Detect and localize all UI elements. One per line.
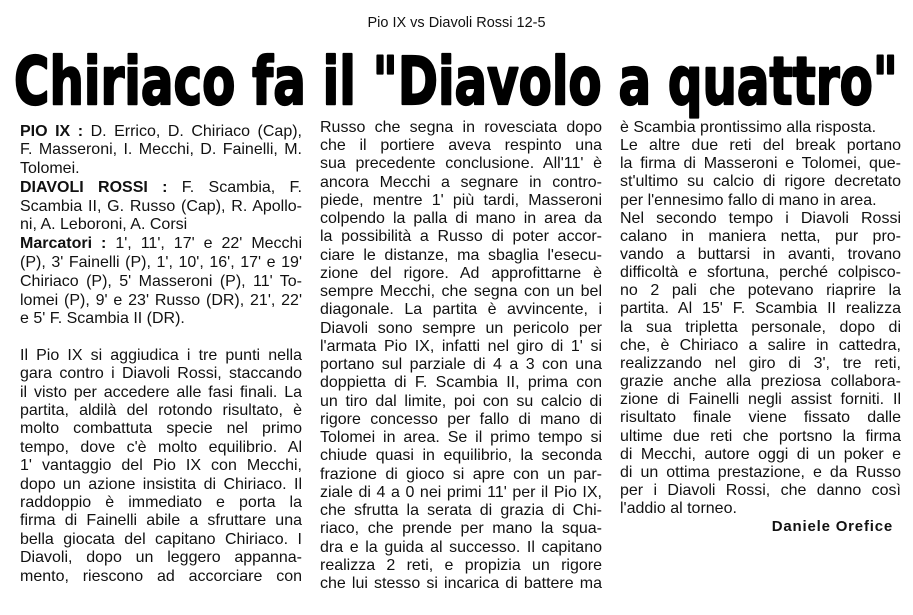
scorers-line: Chiriaco (P), 5' Masseroni (P), 11' To- [20, 272, 302, 290]
article-line: ancora Mecchi a segnare in contro- [320, 173, 602, 191]
byline: Daniele Orefice [771, 518, 893, 536]
scorers-line: (P), 3' Fainelli (P), 1', 10', 16', 17' e 19' [20, 254, 302, 272]
article-line: bella giocata del capitano Chiriaco. I [20, 530, 302, 548]
article-line: Nel secondo tempo i Diavoli Rossi [620, 209, 901, 227]
scorers-text: 1', 11', 17' e 22' Mecchi [115, 235, 303, 253]
article-line: no 2 pali che potevano riaprire la [620, 282, 901, 300]
article-line: zione di Fainelli negli assist forniti. Il [620, 391, 901, 409]
scorers-line: lomei (P), 9' e 23' Russo (DR), 21', 22' [20, 291, 302, 309]
article-line: la sua tripletta personale, dopo di [620, 318, 901, 336]
lineups-block [20, 123, 302, 330]
lineup-label-diavoli-rossi: DIAVOLI ROSSI : [20, 178, 168, 196]
scorers-line: e 5' F. Scambia II (DR). [20, 310, 185, 328]
article-line: l'armata Pio IX, infatti nel giro di 1' si [320, 337, 602, 355]
article-column-2 [320, 119, 602, 594]
article-line: chiude quasi in equilibrio, la seconda [320, 447, 602, 465]
article-line: zione del rigore. Ad approfittarne è [320, 264, 602, 282]
article-line: sempre Mecchi, che segna con un bel [320, 283, 602, 301]
scorers-label: Marcatori : [20, 235, 107, 253]
scorers-line [20, 235, 302, 254]
article-line: Il Pio IX si aggiudica i tre punti nella [20, 346, 302, 364]
article-line: per i Diavoli Rossi, che danno così [620, 482, 901, 500]
article-line: la firma di Masseroni e Tolomei, que- [620, 155, 901, 173]
article-line: molto combattuta specie nel primo [20, 420, 302, 438]
article-line: tempo, dove c'è molto equilibrio. Al [20, 438, 302, 456]
lineup-line [20, 179, 302, 198]
article-line: grazie anche alla preziosa collabora- [620, 373, 901, 391]
article-line: che lui stesso si incarica di battere ma [320, 575, 602, 593]
article-line: sua precedente conclusione. All'11' è [320, 155, 602, 173]
article-line: ultime due reti che portsno la firma [620, 427, 901, 445]
article-line: portano sul parziale di 4 a 3 con una [320, 356, 602, 374]
article-line: Diavoli sono sempre un pericolo per [320, 319, 602, 337]
lineup-text: F. Scambia, F. [181, 178, 302, 196]
article-line: vando a buttarsi in avanti, trovano [620, 245, 901, 263]
article-line: raddoppio è immediato e porta la [20, 494, 302, 512]
article-line: calano in maniera netta, pur pro- [620, 227, 901, 245]
article-line: frazione di gioco si apre con un par- [320, 465, 602, 483]
article-line: è Scambia prontissimo alla risposta. [620, 118, 877, 136]
article-line: che il portiere aveva respinto una [320, 137, 602, 155]
article-line: dra e la guida al successo. Il capitano [320, 538, 602, 556]
article-column-3 [620, 119, 901, 537]
article-line: gara contro i Diavoli Rossi, staccando [20, 365, 302, 383]
article-line: diagonale. La partita è avvincente, i [320, 301, 602, 319]
article-line: ciare le distanze, ma sbaglia l'esecu- [320, 246, 602, 264]
article-line: l'addio al torneo. [620, 500, 737, 518]
article-line: Tolomei in area. Se il primo tempo si [320, 429, 602, 447]
lineup-text: D. Errico, D. Chiriaco (Cap), [90, 122, 302, 140]
article-line: riaco, che prende per mano la squa- [320, 520, 602, 538]
article-line: piede, mentre 1' più tardi, Masseroni [320, 191, 602, 209]
lineup-line: Tolomei. [20, 160, 80, 178]
article-line: dopo un azione insistita di Chiriaco. Il [20, 475, 302, 493]
article-line: un tiro dal limite, poi con su calcio di [320, 392, 602, 410]
article-line: realizza 2 reti, e propizia un rigore [320, 556, 602, 574]
article-line: partita. Al 15' F. Scambia II realizza [620, 300, 901, 318]
article-line: difficoltà e sfortuna, perché colpisco- [620, 264, 901, 282]
article-line: Le altre due reti del break portano [620, 137, 901, 155]
article-line: il visto per accedere alle fasi finali. La [20, 383, 302, 401]
article-line: di Mecchi, autore oggi di un poker e [620, 445, 901, 463]
article-line: partita, aldilà del rotondo risultato, è [20, 402, 302, 420]
lineup-line [20, 123, 302, 142]
lineup-label-pio-ix: PIO IX : [20, 122, 84, 140]
article-line: colpendo la palla di mano in area da [320, 210, 602, 228]
article-line: risultato finale viene fissato dalle [620, 409, 901, 427]
lineup-line: Scambia II, G. Russo (Cap), R. Apollo- [20, 197, 302, 215]
lineup-line: ni, A. Leboroni, A. Corsi [20, 216, 188, 234]
article-line: ziale di 4 a 0 nei primi 11' per il Pio IX, [320, 483, 602, 501]
lineup-line: F. Masseroni, I. Mecchi, D. Fainelli, M. [20, 141, 302, 159]
article-line: Diavoli, dopo un leggero appanna- [20, 549, 302, 567]
article-line: di un ottima prestazione, e da Russo [620, 463, 901, 481]
article-line: 1' vantaggio del Pio IX con Mecchi, [20, 457, 302, 475]
article-line: che, è Chiriaco a salire in cattedra, [620, 336, 901, 354]
article-line: doppietta di F. Scambia II, prima con [320, 374, 602, 392]
match-kicker: Pio IX vs Diavoli Rossi 12-5 [367, 15, 546, 31]
article-line: firma di Fainelli abile a sfruttare una [20, 512, 302, 530]
article-line: mento, riescono ad accorciare con [20, 567, 302, 585]
headline [0, 40, 913, 122]
headline-text: Chiriaco fa il "Diavolo a quattro" [14, 43, 898, 120]
article-line: rigore concesso per fallo di mano di [320, 410, 602, 428]
article-line: Russo che segna in rovesciata dopo [320, 118, 602, 136]
article-line: realizzando nel giro di 3', tre reti, [620, 354, 901, 372]
article-line: la possibilità a Russo di poter accor- [320, 228, 602, 246]
article-column-1 [20, 347, 302, 586]
article-line: che sfrutta la serata di grazia di Chi- [320, 502, 602, 520]
article-line: per l'ennesimo fallo di mano in area. [620, 191, 877, 209]
article-line: st'ultimo su calcio di rigore decretato [620, 173, 901, 191]
